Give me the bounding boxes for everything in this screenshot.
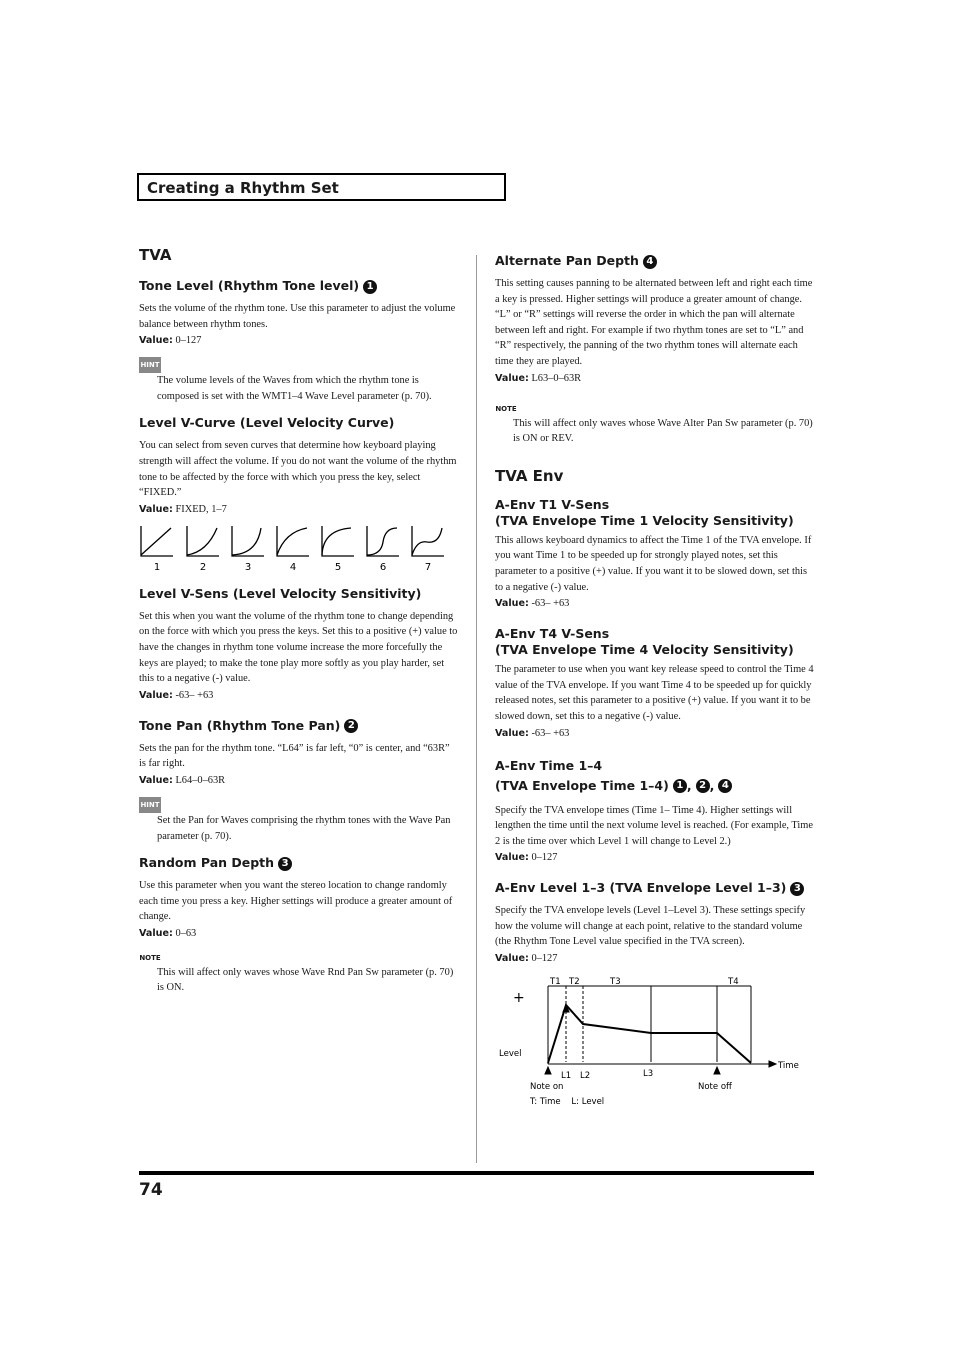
random-pan-title: Random Pan Depth xyxy=(139,855,275,871)
tva-heading: TVA xyxy=(139,246,172,264)
level-axis-label: Level xyxy=(499,1049,522,1060)
l1-label: L1 xyxy=(561,1071,572,1082)
level-vcurve-heading: Level V-Curve (Level Velocity Curve) xyxy=(139,415,395,431)
note-icon: NOTE xyxy=(139,953,161,962)
t2-label: T2 xyxy=(569,977,580,988)
hint-icon: HINT xyxy=(139,797,161,813)
badge-3-icon: 3 xyxy=(278,857,292,871)
curve-7-icon xyxy=(412,526,444,556)
curve-label: 1 xyxy=(153,561,161,573)
t1-vsens-body: This allows keyboard dynamics to affect the Time 1 of the TVA envelope. If you want Time 1 to be speeded up for strongly played notes, set this parameter to a positive (+) value. If you want it to be slowed down, set this to a negative (-) value. xyxy=(495,534,812,593)
env-level-body: Specify the TVA envelope levels (Level 1–Level 3). These settings specify how the volume will change at each point, relative to the standard volume (the Rhythm Tone Level value specified in the TVA screen). xyxy=(495,905,806,948)
t4-vsens-value: Value: -63– +63 xyxy=(495,727,570,739)
t1-vsens-title-2: (TVA Envelope Time 1 Velocity Sensitivity) xyxy=(495,512,794,528)
tva-env-heading: TVA Env xyxy=(495,466,564,485)
t3-label: T3 xyxy=(610,977,621,988)
t4-vsens-title-1: A-Env T4 V-Sens xyxy=(495,626,610,642)
level-vsens-heading: Level V-Sens (Level Velocity Sensitivity) xyxy=(139,585,422,601)
bottom-rule xyxy=(139,1171,814,1175)
left-column xyxy=(139,246,459,996)
t1-vsens-value: Value: -63– +63 xyxy=(495,598,570,610)
tone-level-hint xyxy=(139,354,459,404)
env-time-title-1: A-Env Time 1–4 xyxy=(495,757,603,773)
tone-pan-hint xyxy=(139,794,459,844)
section-title: Creating a Rhythm Set xyxy=(147,179,339,197)
tone-pan-hint-text: Set the Pan for Waves comprising the rhythm tones with the Wave Pan parameter (p. 70). xyxy=(157,814,451,842)
level-vcurve-value: Value: FIXED, 1–7 xyxy=(139,503,227,515)
curve-label: 4 xyxy=(289,561,297,573)
right-column xyxy=(495,253,815,1110)
curve-label: 3 xyxy=(244,561,252,573)
curve-5-icon xyxy=(322,526,354,556)
level-vcurve-body: You can select from seven curves that determine how keyboard playing strength will affect the volume. If you do not want the volume of the rhythm tone to be affected by the force with which you press the key, select “FIXED.” xyxy=(139,440,457,499)
tone-pan-title: Tone Pan (Rhythm Tone Pan) xyxy=(139,717,341,733)
env-level-title: A-Env Level 1–3 (TVA Envelope Level 1–3) xyxy=(495,880,787,896)
badge-1-icon: 1 xyxy=(363,280,377,294)
tone-pan-body: Sets the pan for the rhythm tone. “L64” is far left, “0” is center, and “63R” is far right. xyxy=(139,742,450,770)
random-pan-heading xyxy=(139,855,459,871)
alt-pan-body: This setting causes panning to be alternated between left and right each time a key is pressed. Higher settings will produce a greater amount of change. “L” or “R” settings will reverse the order in which the pan will alternate between left and right. For example if two rhythm tones are set to “L” and “R” respectively, the panning of the two rhythm tones will alternate each time they are played. xyxy=(495,278,813,367)
curve-6-icon xyxy=(367,526,399,556)
env-time-heading: A-Env Time 1–4 (TVA Envelope Time 1–4) 1 , 2 , 4 xyxy=(495,756,815,796)
note-on-label: Note on xyxy=(530,1082,564,1093)
badge-3-icon: 3 xyxy=(790,882,804,896)
note-off-label: Note off xyxy=(698,1082,732,1093)
curve-3-icon xyxy=(232,526,264,556)
badge-1-icon: 1 xyxy=(673,779,687,793)
tone-level-heading xyxy=(139,278,459,294)
level-vsens-body: Set this when you want the volume of the rhythm tone to change depending on the force with which you press the keys. Set this to a positive (+) value to have the changes in rhythm tone volume increase the more forcefully the keys are played; to make the tone play more softly as you play harder, set this to a negative (-) value. xyxy=(139,610,458,685)
random-pan-note-text: This will affect only waves whose Wave Rnd Pan Sw parameter (p. 70) is ON. xyxy=(157,966,454,994)
alt-pan-note-text: This will affect only waves whose Wave Alter Pan Sw parameter (p. 70) is ON or REV. xyxy=(513,417,813,445)
section-header-box xyxy=(137,173,506,201)
alt-pan-title: Alternate Pan Depth xyxy=(495,253,639,268)
plus-label: + xyxy=(513,990,525,1007)
curve-1-icon xyxy=(141,526,173,556)
t4-vsens-title-2: (TVA Envelope Time 4 Velocity Sensitivity) xyxy=(495,642,794,658)
env-time-value: Value: 0–127 xyxy=(495,852,558,864)
curve-label: 7 xyxy=(424,561,432,573)
note-icon: NOTE xyxy=(495,404,517,413)
tone-level-body: Sets the volume of the rhythm tone. Use this parameter to adjust the volume balance between rhythm tones. xyxy=(139,303,456,330)
env-level-heading xyxy=(495,880,815,896)
tva-envelope-diagram xyxy=(495,974,815,1110)
badge-2-icon: 2 xyxy=(344,719,358,733)
random-pan-body: Use this parameter when you want the stereo location to change randomly each time you press a key. Higher settings will produce a greater amount of change. xyxy=(139,880,453,923)
badge-4-icon: 4 xyxy=(643,255,657,269)
curve-4-icon xyxy=(277,526,309,556)
legend-label: T: Time L: Level xyxy=(530,1097,605,1108)
alt-pan-note xyxy=(495,398,815,447)
tone-level-value: Value: 0–127 xyxy=(139,335,202,347)
badge-2-icon: 2 xyxy=(696,779,710,793)
env-time-title-2: (TVA Envelope Time 1–4) xyxy=(495,777,669,793)
l3-label: L3 xyxy=(643,1069,654,1080)
page-number: 74 xyxy=(139,1180,163,1200)
alt-pan-heading xyxy=(495,253,815,269)
random-pan-value: Value: 0–63 xyxy=(139,927,197,939)
l2-label: L2 xyxy=(580,1071,591,1082)
t4-vsens-body: The parameter to use when you want key release speed to control the Time 4 value of the TVA envelope. If you want Time 4 to be speeded up for quickly released notes, set this parameter to a positive (+) value. If you want it to be slowed down, set this to a negative (-) value. xyxy=(495,664,814,722)
hint-icon: HINT xyxy=(139,357,161,373)
tone-level-hint-text: The volume levels of the Waves from which the rhythm tone is composed is set with the WMT1–4 Wave Level parameter (p. 70). xyxy=(157,375,432,402)
t1-vsens-title-1: A-Env T1 V-Sens xyxy=(495,496,610,512)
env-time-body: Specify the TVA envelope times (Time 1– Time 4). Higher settings will lengthen the time until the next volume level is reached. (For example, Time 2 is the time over which Level 1 will change to Level 2.) xyxy=(495,804,813,847)
curve-2-icon xyxy=(187,526,219,556)
time-axis-label: Time xyxy=(778,1061,799,1072)
t1-label: T1 xyxy=(550,977,561,988)
tone-pan-value: Value: L64–0–63R xyxy=(139,774,226,786)
alt-pan-value: Value: L63–0–63R xyxy=(495,372,582,384)
curve-label: 2 xyxy=(199,561,207,573)
t4-vsens-heading xyxy=(495,626,815,658)
t4-label: T4 xyxy=(728,977,739,988)
curve-label: 6 xyxy=(379,561,387,573)
level-vsens-value: Value: -63– +63 xyxy=(139,689,214,701)
tone-level-title: Tone Level (Rhythm Tone level) xyxy=(139,278,360,293)
env-level-value: Value: 0–127 xyxy=(495,953,558,965)
t1-vsens-heading xyxy=(495,497,815,529)
curve-label: 5 xyxy=(334,561,342,573)
velocity-curves-illustration xyxy=(139,524,459,582)
tone-pan-heading xyxy=(139,718,459,734)
badge-4-icon: 4 xyxy=(718,779,732,793)
column-divider xyxy=(476,255,477,1163)
random-pan-note xyxy=(139,947,459,996)
